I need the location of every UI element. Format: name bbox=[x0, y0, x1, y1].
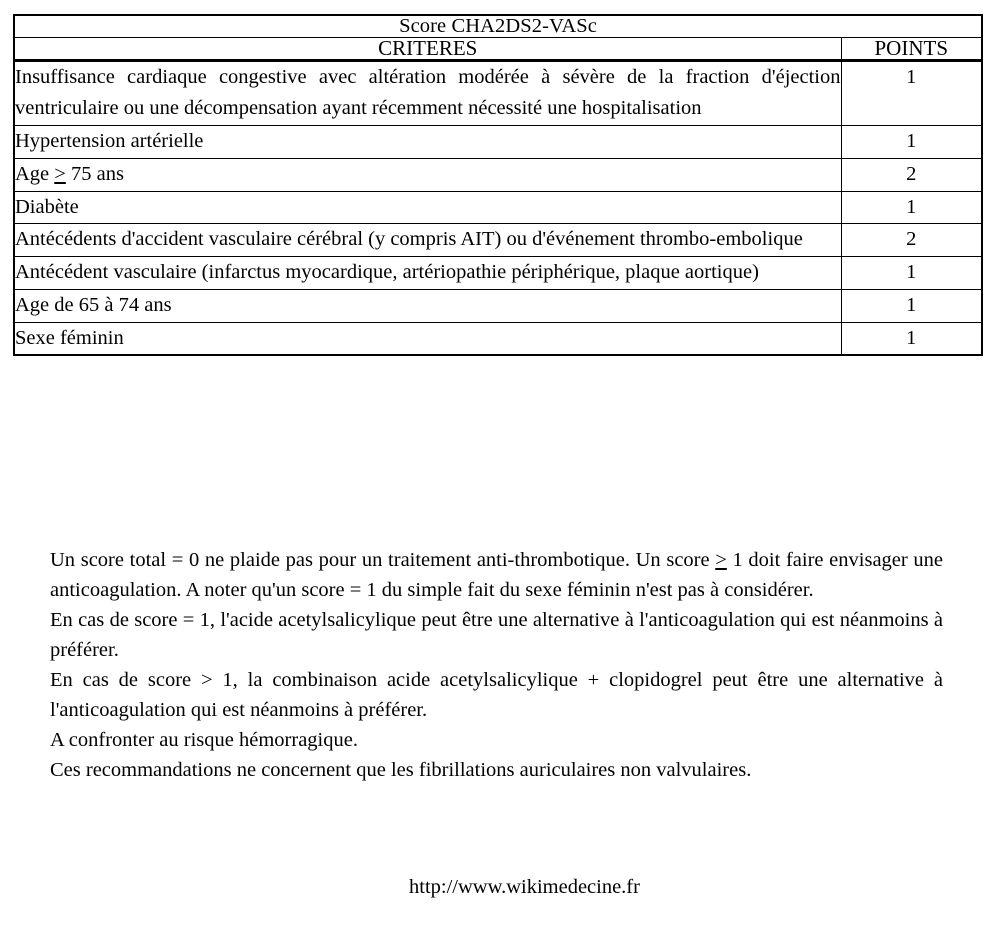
column-header-criteria: CRITERES bbox=[14, 37, 841, 60]
criteria-text-pre: Age bbox=[15, 162, 55, 185]
table-title: Score CHA2DS2-VASc bbox=[14, 15, 982, 37]
criteria-cell: Age de 65 à 74 ans bbox=[14, 289, 841, 322]
criteria-cell: Sexe féminin bbox=[14, 322, 841, 355]
table-row bbox=[14, 60, 982, 126]
note-paragraph-3: En cas de score > 1, la combinaison acide acetylsalicylique + clopidogrel peut être une alternative à l'anticoagulation qui est néanmoins à préférer. bbox=[50, 669, 943, 722]
table-row bbox=[14, 224, 982, 257]
points-cell: 1 bbox=[841, 60, 982, 126]
points-cell: 2 bbox=[841, 158, 982, 191]
points-cell: 1 bbox=[841, 191, 982, 224]
criteria-cell: Antécédent vasculaire (infarctus myocardique, artériopathie périphérique, plaque aortique) bbox=[14, 257, 841, 290]
points-cell: 1 bbox=[841, 126, 982, 159]
note-paragraph-4: A confronter au risque hémorragique. bbox=[50, 729, 358, 752]
notes-section bbox=[50, 545, 943, 785]
note-paragraph-1 bbox=[50, 545, 943, 605]
table-row bbox=[14, 191, 982, 224]
table-row bbox=[14, 257, 982, 290]
column-header-points: POINTS bbox=[841, 37, 982, 60]
criteria-cell bbox=[14, 158, 841, 191]
criteria-text-post: 75 ans bbox=[65, 162, 124, 185]
note-text-pre: Un score total = 0 ne plaide pas pour un traitement anti-thrombotique. Un score bbox=[50, 549, 716, 571]
points-cell: 1 bbox=[841, 322, 982, 355]
greater-or-equal-symbol: > bbox=[54, 162, 66, 185]
table-row bbox=[14, 289, 982, 322]
criteria-cell: Hypertension artérielle bbox=[14, 126, 841, 159]
note-paragraph-2: En cas de score = 1, l'acide acetylsalicylique peut être une alternative à l'anticoagulation qui est néanmoins à préférer. bbox=[50, 609, 943, 662]
source-url[interactable]: http://www.wikimedecine.fr bbox=[409, 876, 640, 898]
points-cell: 1 bbox=[841, 257, 982, 290]
greater-or-equal-symbol: > bbox=[715, 549, 727, 571]
criteria-cell: Diabète bbox=[14, 191, 841, 224]
note-text-post: 1 doit faire envisager une anticoagulation. A noter qu'un score = 1 du simple fait du sexe féminin n'est pas à considérer. bbox=[50, 549, 943, 602]
note-paragraph-5: Ces recommandations ne concernent que les fibrillations auriculaires non valvulaires. bbox=[50, 759, 752, 782]
points-cell: 2 bbox=[841, 224, 982, 257]
criteria-cell: Insuffisance cardiaque congestive avec altération modérée à sévère de la fraction d'éjection ventriculaire ou une décompensation ayant récemment nécessité une hospitalisation bbox=[14, 60, 841, 126]
points-cell: 1 bbox=[841, 289, 982, 322]
table-header-row bbox=[14, 37, 982, 60]
criteria-cell: Antécédents d'accident vasculaire cérébral (y compris AIT) ou d'événement thrombo-embolique bbox=[14, 224, 841, 257]
table-title-row bbox=[14, 15, 982, 37]
cha2ds2-vasc-score-table bbox=[13, 14, 983, 356]
table-row bbox=[14, 126, 982, 159]
table-row bbox=[14, 322, 982, 355]
table-row bbox=[14, 158, 982, 191]
